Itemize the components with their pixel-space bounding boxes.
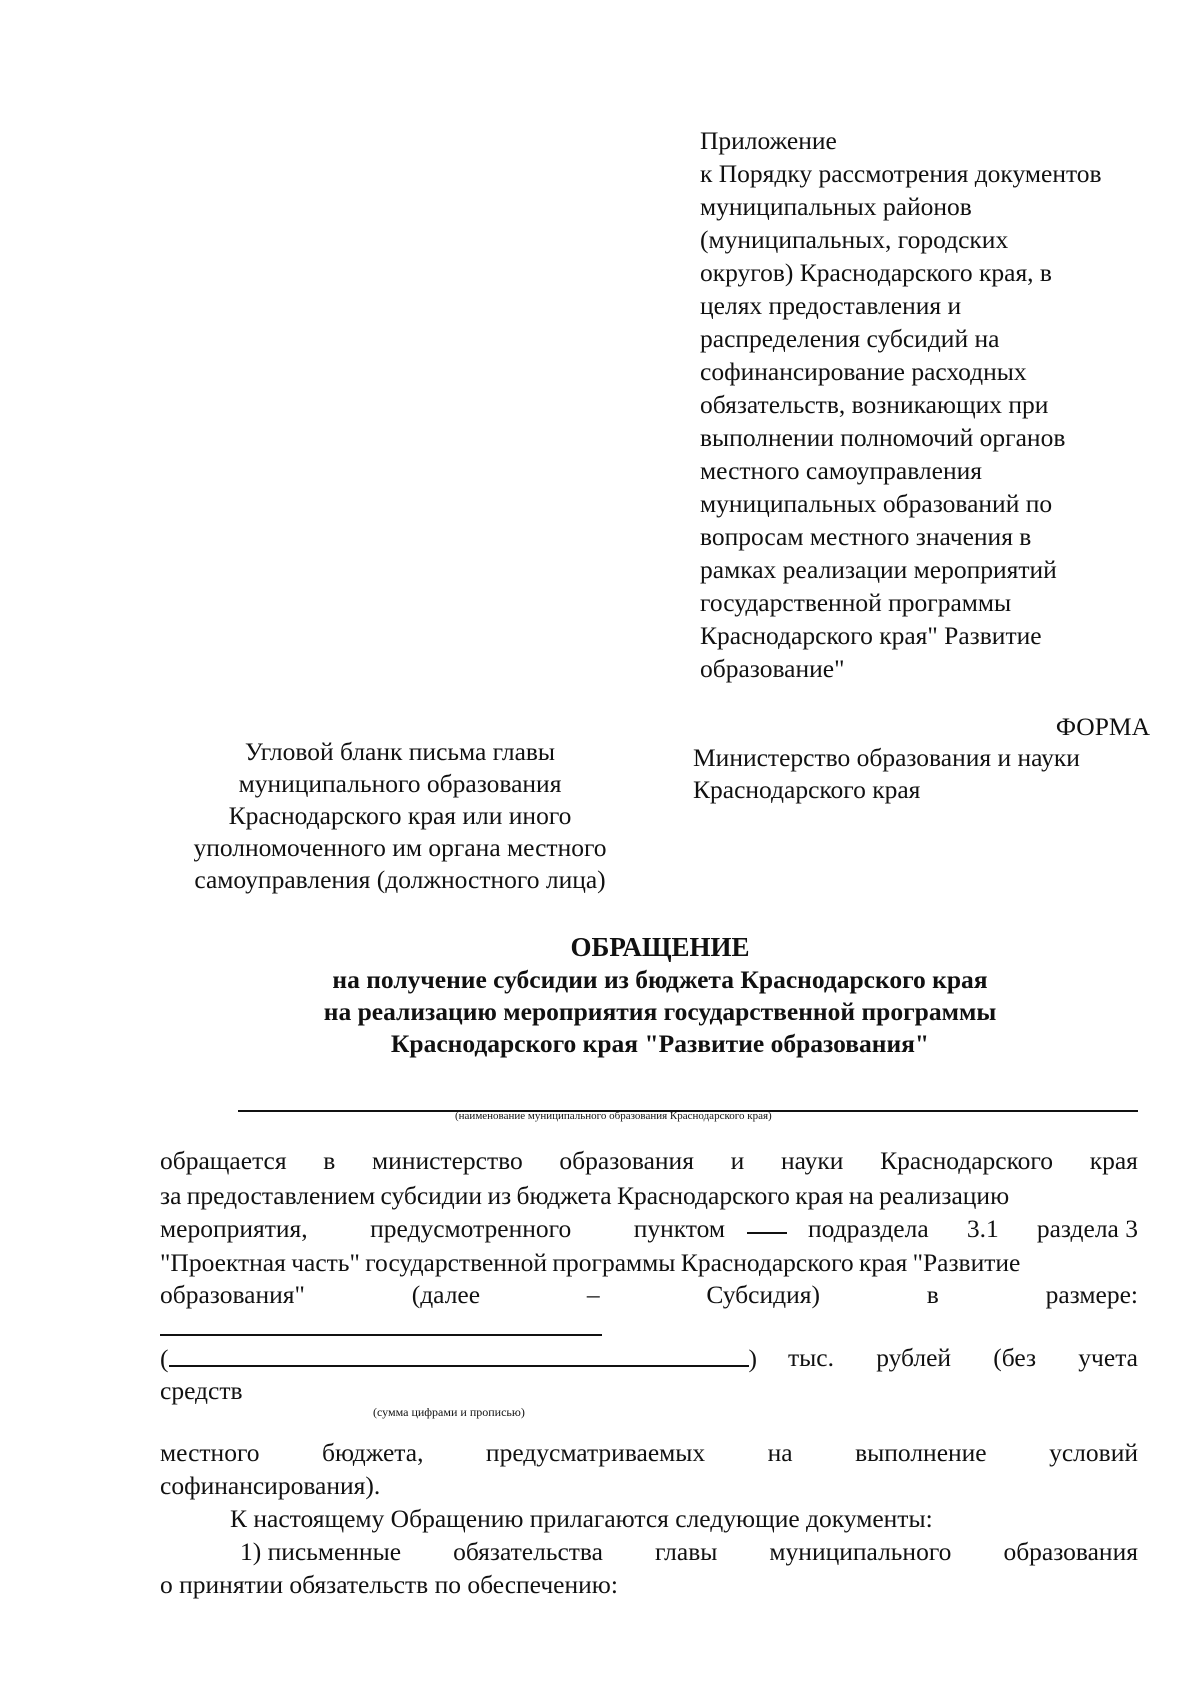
body-line-1 (160, 1146, 1138, 1176)
addressee (693, 742, 1163, 806)
body-word: тыс. (788, 1343, 834, 1372)
amount-top-line (160, 1334, 602, 1336)
appendix-line: (муниципальных, городских (700, 225, 1009, 254)
appendix-block (700, 124, 1170, 685)
body-word: в (323, 1146, 336, 1175)
body-word: в (926, 1280, 939, 1309)
body-line-11 (160, 1537, 1138, 1567)
title-subtitle-line: на получение субсидии из бюджета Краснодарского края (332, 965, 988, 994)
appendix-line: выполнении полномочий органов (700, 423, 1066, 452)
corner-blank-line: муниципального образования (238, 769, 562, 798)
body-line-10: К настоящему Обращению прилагаются следующие документы: (230, 1504, 933, 1533)
appendix-line: целях предоставления и (700, 291, 962, 320)
body-word: Субсидия) (706, 1280, 820, 1309)
corner-blank-line: уполномоченного им органа местного (193, 833, 607, 862)
body-word: науки (781, 1146, 844, 1175)
body-line-5 (160, 1280, 1138, 1310)
body-word: Краснодарского (880, 1146, 1054, 1175)
title-subtitle (130, 964, 1190, 1060)
amount-suffix (788, 1343, 1138, 1374)
amount-open-paren: ( (160, 1344, 169, 1373)
body-line-12: о принятии обязательств по обеспечению: (160, 1570, 618, 1599)
title-subtitle-line: на реализацию мероприятия государственной программы (323, 997, 997, 1026)
appendix-line: обязательств, возникающих при (700, 390, 1049, 419)
body-word: условий (1049, 1438, 1138, 1467)
appendix-line: муниципальных образований по (700, 489, 1053, 518)
body-word: главы (654, 1537, 718, 1566)
body-word: образования (559, 1146, 694, 1175)
body-word: и (730, 1146, 745, 1175)
document-title (130, 930, 1190, 1060)
body-word: на (767, 1438, 793, 1467)
appendix-line: образование" (700, 654, 845, 683)
body-word: края (1089, 1146, 1138, 1175)
body-word: предусматриваемых (485, 1438, 706, 1467)
item-number-blank[interactable] (747, 1214, 787, 1234)
body-word: мероприятия, (160, 1214, 308, 1243)
corner-blank-line: самоуправления (должностного лица) (194, 865, 606, 894)
body-word: (без (993, 1343, 1037, 1372)
body-word: пунктом (633, 1214, 725, 1243)
body-word: предусмотренного (370, 1214, 572, 1243)
body-word: раздела 3 (1036, 1214, 1138, 1243)
body-line-7: средств (160, 1376, 243, 1405)
body-word: бюджета, (322, 1438, 424, 1467)
title-main: ОБРАЩЕНИЕ (570, 932, 750, 962)
body-line-2: за предоставлением субсидии из бюджета Краснодарского края на реализацию (160, 1181, 1010, 1210)
appendix-line: муниципальных районов (700, 192, 972, 221)
appendix-line: распределения субсидий на (700, 324, 1000, 353)
body-word: – (586, 1280, 600, 1309)
addressee-line: Краснодарского края (693, 775, 921, 804)
amount-caption: (сумма цифрами и прописью) (373, 1405, 525, 1419)
body-line-6 (160, 1343, 1138, 1374)
corner-blank-line: Угловой бланк письма главы (244, 737, 556, 766)
body-line-3 (160, 1214, 1138, 1244)
body-word: обязательства (453, 1537, 603, 1566)
body-line-3-part-b (808, 1214, 1138, 1244)
appendix-line: местного самоуправления (700, 456, 982, 485)
body-word: образования" (160, 1280, 305, 1309)
body-word: выполнение (855, 1438, 987, 1467)
amount-close-paren: ) (748, 1344, 757, 1373)
appendix-line: рамках реализации мероприятий (700, 555, 1057, 584)
appendix-line: к Порядку рассмотрения документов (700, 159, 1102, 188)
title-subtitle-line: Краснодарского края "Развитие образования" (390, 1029, 930, 1058)
appendix-line: государственной программы (700, 588, 1012, 617)
body-word: муниципального (769, 1537, 952, 1566)
form-label: ФОРМА (1055, 712, 1150, 741)
body-word: обращается (160, 1146, 287, 1175)
body-line-3-part-a (160, 1214, 725, 1244)
appendix-line: округов) Краснодарского края, в (700, 258, 1052, 287)
amount-group (160, 1343, 757, 1374)
body-line-8 (160, 1438, 1138, 1468)
body-word: местного (160, 1438, 260, 1467)
body-word: размере: (1045, 1280, 1138, 1309)
body-word: подраздела (808, 1214, 929, 1243)
appendix-line: Краснодарского края" Развитие (700, 621, 1042, 650)
body-word: 1) письменные (240, 1537, 402, 1566)
body-word: 3.1 (966, 1214, 999, 1243)
addressee-line: Министерство образования и науки (693, 743, 1080, 772)
body-line-4: "Проектная часть" государственной программы Краснодарского края "Развитие (160, 1248, 1021, 1277)
municipality-caption: (наименование муниципального образования Краснодарского края) (455, 1110, 772, 1122)
body-word: (далее (411, 1280, 481, 1309)
body-word: образования (1003, 1537, 1138, 1566)
corner-blank-note (150, 736, 650, 896)
amount-field[interactable] (169, 1343, 749, 1367)
body-word: министерство (372, 1146, 523, 1175)
appendix-line: Приложение (700, 126, 837, 155)
body-word: учета (1078, 1343, 1138, 1372)
appendix-line: вопросам местного значения в (700, 522, 1032, 551)
body-line-9: софинансирования). (160, 1471, 381, 1500)
corner-blank-line: Краснодарского края или иного (228, 801, 572, 830)
body-word: рублей (876, 1343, 952, 1372)
appendix-line: софинансирование расходных (700, 357, 1027, 386)
